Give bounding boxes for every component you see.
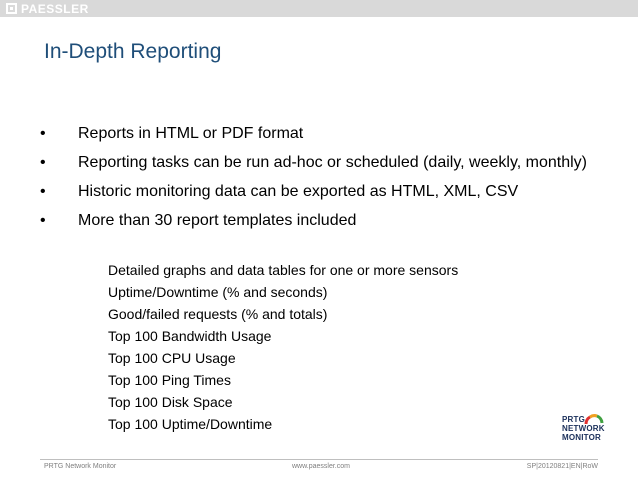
bullet-item [40, 150, 600, 175]
template-item: Top 100 Ping Times [108, 372, 231, 388]
bullet-text: Reporting tasks can be run ad-hoc or scheduled (daily, weekly, monthly) [78, 154, 587, 171]
slide-title: In-Depth Reporting [44, 40, 222, 63]
template-item: Top 100 CPU Usage [108, 350, 236, 366]
paessler-logo [6, 1, 89, 16]
bullet-dot-icon: • [40, 212, 46, 229]
footer-website: www.paessler.com [292, 463, 350, 470]
header-bar [0, 0, 638, 17]
bullet-text: More than 30 report templates included [78, 212, 357, 229]
bullet-text: Reports in HTML or PDF format [78, 125, 304, 142]
footer-product-name: PRTG Network Monitor [44, 463, 117, 470]
prtg-network-monitor-logo [562, 412, 612, 442]
template-item: Uptime/Downtime (% and seconds) [108, 284, 328, 300]
bullet-item [40, 121, 600, 146]
template-item: Top 100 Bandwidth Usage [108, 328, 272, 344]
bullet-dot-icon: • [40, 154, 46, 171]
template-item: Detailed graphs and data tables for one or more sensors [108, 262, 459, 278]
bullet-text: Historic monitoring data can be exported as HTML, XML, CSV [78, 183, 519, 200]
logo-line-prtg: PRTG [562, 415, 586, 424]
template-item: Good/failed requests (% and totals) [108, 306, 328, 322]
bullet-dot-icon: • [40, 125, 46, 142]
logo-line-monitor: MONITOR [562, 433, 602, 442]
bullet-item [40, 179, 600, 204]
report-template-list [108, 259, 458, 435]
footer-document-code: SP|20120821|EN|RoW [526, 463, 598, 470]
logo-line-network: NETWORK [562, 424, 605, 433]
bullet-list [40, 121, 600, 237]
bullet-dot-icon: • [40, 183, 46, 200]
brand-name: PAESSLER [21, 1, 89, 16]
template-item: Top 100 Disk Space [108, 394, 233, 410]
footer-divider [40, 459, 598, 460]
template-item: Top 100 Uptime/Downtime [108, 416, 273, 432]
paessler-logo-icon [6, 3, 17, 14]
bullet-item [40, 208, 600, 233]
